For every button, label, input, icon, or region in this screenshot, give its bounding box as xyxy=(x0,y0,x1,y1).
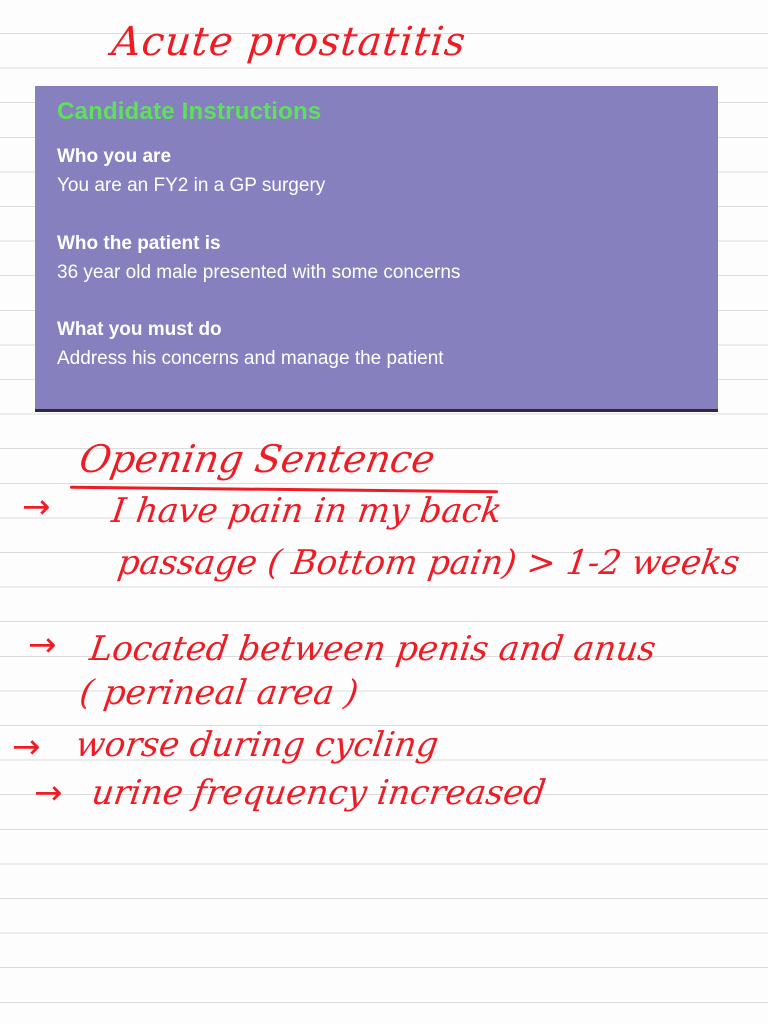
section-heading-who-patient-is: Who the patient is xyxy=(57,233,221,254)
handwritten-line: I have pain in my back xyxy=(109,491,505,531)
handwritten-line: worse during cycling xyxy=(73,725,441,765)
arrow-icon: → xyxy=(34,773,63,813)
handwritten-line: ( perineal area ) xyxy=(77,673,361,713)
section-text-what-you-must-do: Address his concerns and manage the patient xyxy=(57,348,444,369)
card-title: Candidate Instructions xyxy=(57,98,322,125)
arrow-icon: → xyxy=(22,487,51,527)
handwritten-line: urine frequency increased xyxy=(89,773,549,813)
candidate-instructions-card xyxy=(35,86,718,412)
note-title: Acute prostatitis xyxy=(109,19,469,65)
section-heading-who-you-are: Who you are xyxy=(57,146,172,167)
section-text-who-patient-is: 36 year old male presented with some concerns xyxy=(57,262,461,283)
handwritten-heading: Opening Sentence xyxy=(76,437,439,481)
handwritten-line: Located between penis and anus xyxy=(87,629,659,669)
handwritten-line: passage ( Bottom pain) > 1-2 weeks xyxy=(115,543,743,583)
arrow-icon: → xyxy=(12,727,41,767)
section-text-who-you-are: You are an FY2 in a GP surgery xyxy=(57,175,326,196)
section-heading-what-you-must-do: What you must do xyxy=(57,319,222,340)
arrow-icon: → xyxy=(28,625,57,665)
